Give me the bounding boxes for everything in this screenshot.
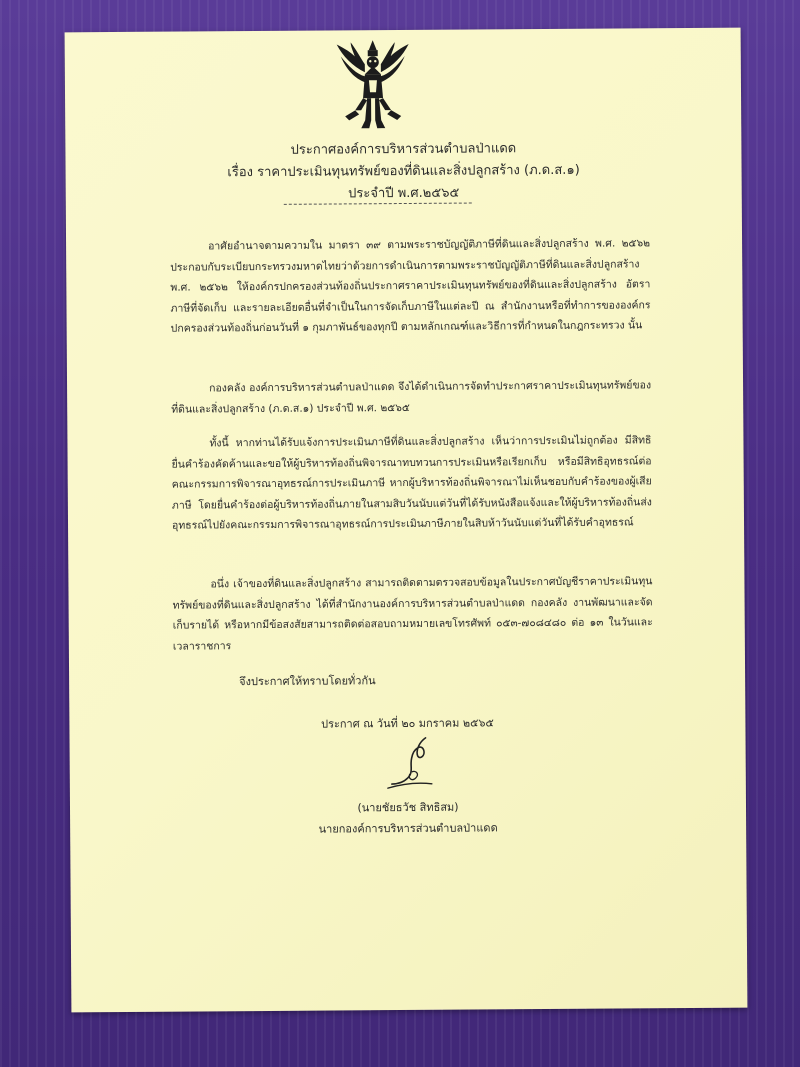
signer-name: (นายชัยธวัช สิทธิสม)	[357, 800, 459, 815]
garuda-emblem-icon	[335, 36, 412, 133]
handwritten-signature	[381, 732, 441, 792]
paragraph-2-text: กองคลัง องค์การบริหารส่วนตำบลป่าแดด จึงได้ดำเนินการจัดทำประกาศราคาประเมินทุนทรัพย์ของที่ดินและสิ่งปลูกสร้าง (ภ.ด.ส.๑) ประจำปี พ.ศ. ๒๕๖๕	[171, 379, 652, 416]
paragraph-3-text: ทั้งนี้ หากท่านได้รับแจ้งการประเมินภาษีที่ดินและสิ่งปลูกสร้าง เห็นว่าการประเมินไม่ถูกต้อง มีสิทธิยื่นคำร้องคัดค้านและขอให้ผู้บริหารท้องถิ่นพิจารณาทบทวนการประเมินหรือเรียกเก็บ หรือมีสิทธิอุทธรณ์ต่อคณะกรรมการพิจารณาอุทธรณ์การประเมินภาษี หากผู้บริหารท้องถิ่นพิจารณาไม่เห็นชอบกับคำร้องของผู้เสียภาษี โดยยื่นคำร้องต่อผู้บริหารท้องถิ่นภายในสามสิบวันนับแต่วันที่ได้รับหนังสือแจ้งและให้ผู้บริหารท้องถิ่นส่งอุทธรณ์ไปยังคณะกรรมการพิจารณาอุทธรณ์การประเมินภาษีภายในสิบห้าวันนับแต่วันที่ได้รับคำอุทธรณ์	[171, 434, 652, 532]
paragraph-3	[171, 430, 652, 536]
paragraph-1-text: อาศัยอำนาจตามความใน มาตรา ๓๙ ตามพระราชบัญญัติภาษีที่ดินและสิ่งปลูกสร้าง พ.ศ. ๒๕๖๒ ประกอบกับระเบียบกระทรวงมหาดไทยว่าด้วยการดำเนินการตามพระราชบัญญัติภาษีที่ดินและสิ่งปลูกสร้าง พ.ศ. ๒๕๖๒ ให้องค์กรปกครองส่วนท้องถิ่นประกาศราคาประเมินทุนทรัพย์ของที่ดินและสิ่งปลูกสร้าง อัตราภาษีที่จัดเก็บ และรายละเอียดอื่นที่จำเป็นในการจัดเก็บภาษีในแต่ละปี ณ สำนักงานหรือที่ทำการขององค์กรปกครองส่วนท้องถิ่นก่อนวันที่ ๑ กุมภาพันธ์ของทุกปี ตามหลักเกณฑ์และวิธีการที่กำหนดในกฎกระทรวง นั้น	[170, 237, 651, 335]
closing-line: จึงประกาศให้ทราบโดยทั่วกัน	[239, 674, 376, 689]
paragraph-1	[170, 233, 651, 339]
signer-title: นายกองค์การบริหารส่วนตำบลป่าแดด	[318, 821, 498, 836]
announcement-subject: เรื่อง ราคาประเมินทุนทรัพย์ของที่ดินและสิ่งปลูกสร้าง (ภ.ด.ส.๑)	[227, 162, 580, 181]
paragraph-2	[171, 375, 651, 419]
announcement-issuer: ประกาศองค์การบริหารส่วนตำบลป่าแดด	[290, 141, 517, 158]
announcement-year: ประจำปี พ.ศ.๒๕๖๕	[348, 185, 460, 202]
announcement-paper	[65, 28, 748, 1013]
announcement-date: ประกาศ ณ วันที่ ๒๐ มกราคม ๒๕๖๕	[321, 716, 494, 731]
paragraph-4	[172, 571, 653, 656]
header-divider	[284, 203, 472, 205]
paragraph-4-text: อนึ่ง เจ้าของที่ดินและสิ่งปลูกสร้าง สามารถติดตามตรวจสอบข้อมูลในประกาศบัญชีราคาประเมินทุนทรัพย์ของที่ดินและสิ่งปลูกสร้าง ได้ที่สำนักงานองค์การบริหารส่วนตำบลป่าแดด กองคลัง งานพัฒนาและจัดเก็บรายได้ หรือหากมีข้อสงสัยสามารถติดต่อสอบถามหมายเลขโทรศัพท์ ๐๕๓-๗๐๘๔๘๐ ต่อ ๑๓ ในวันและเวลาราชการ	[172, 575, 653, 653]
